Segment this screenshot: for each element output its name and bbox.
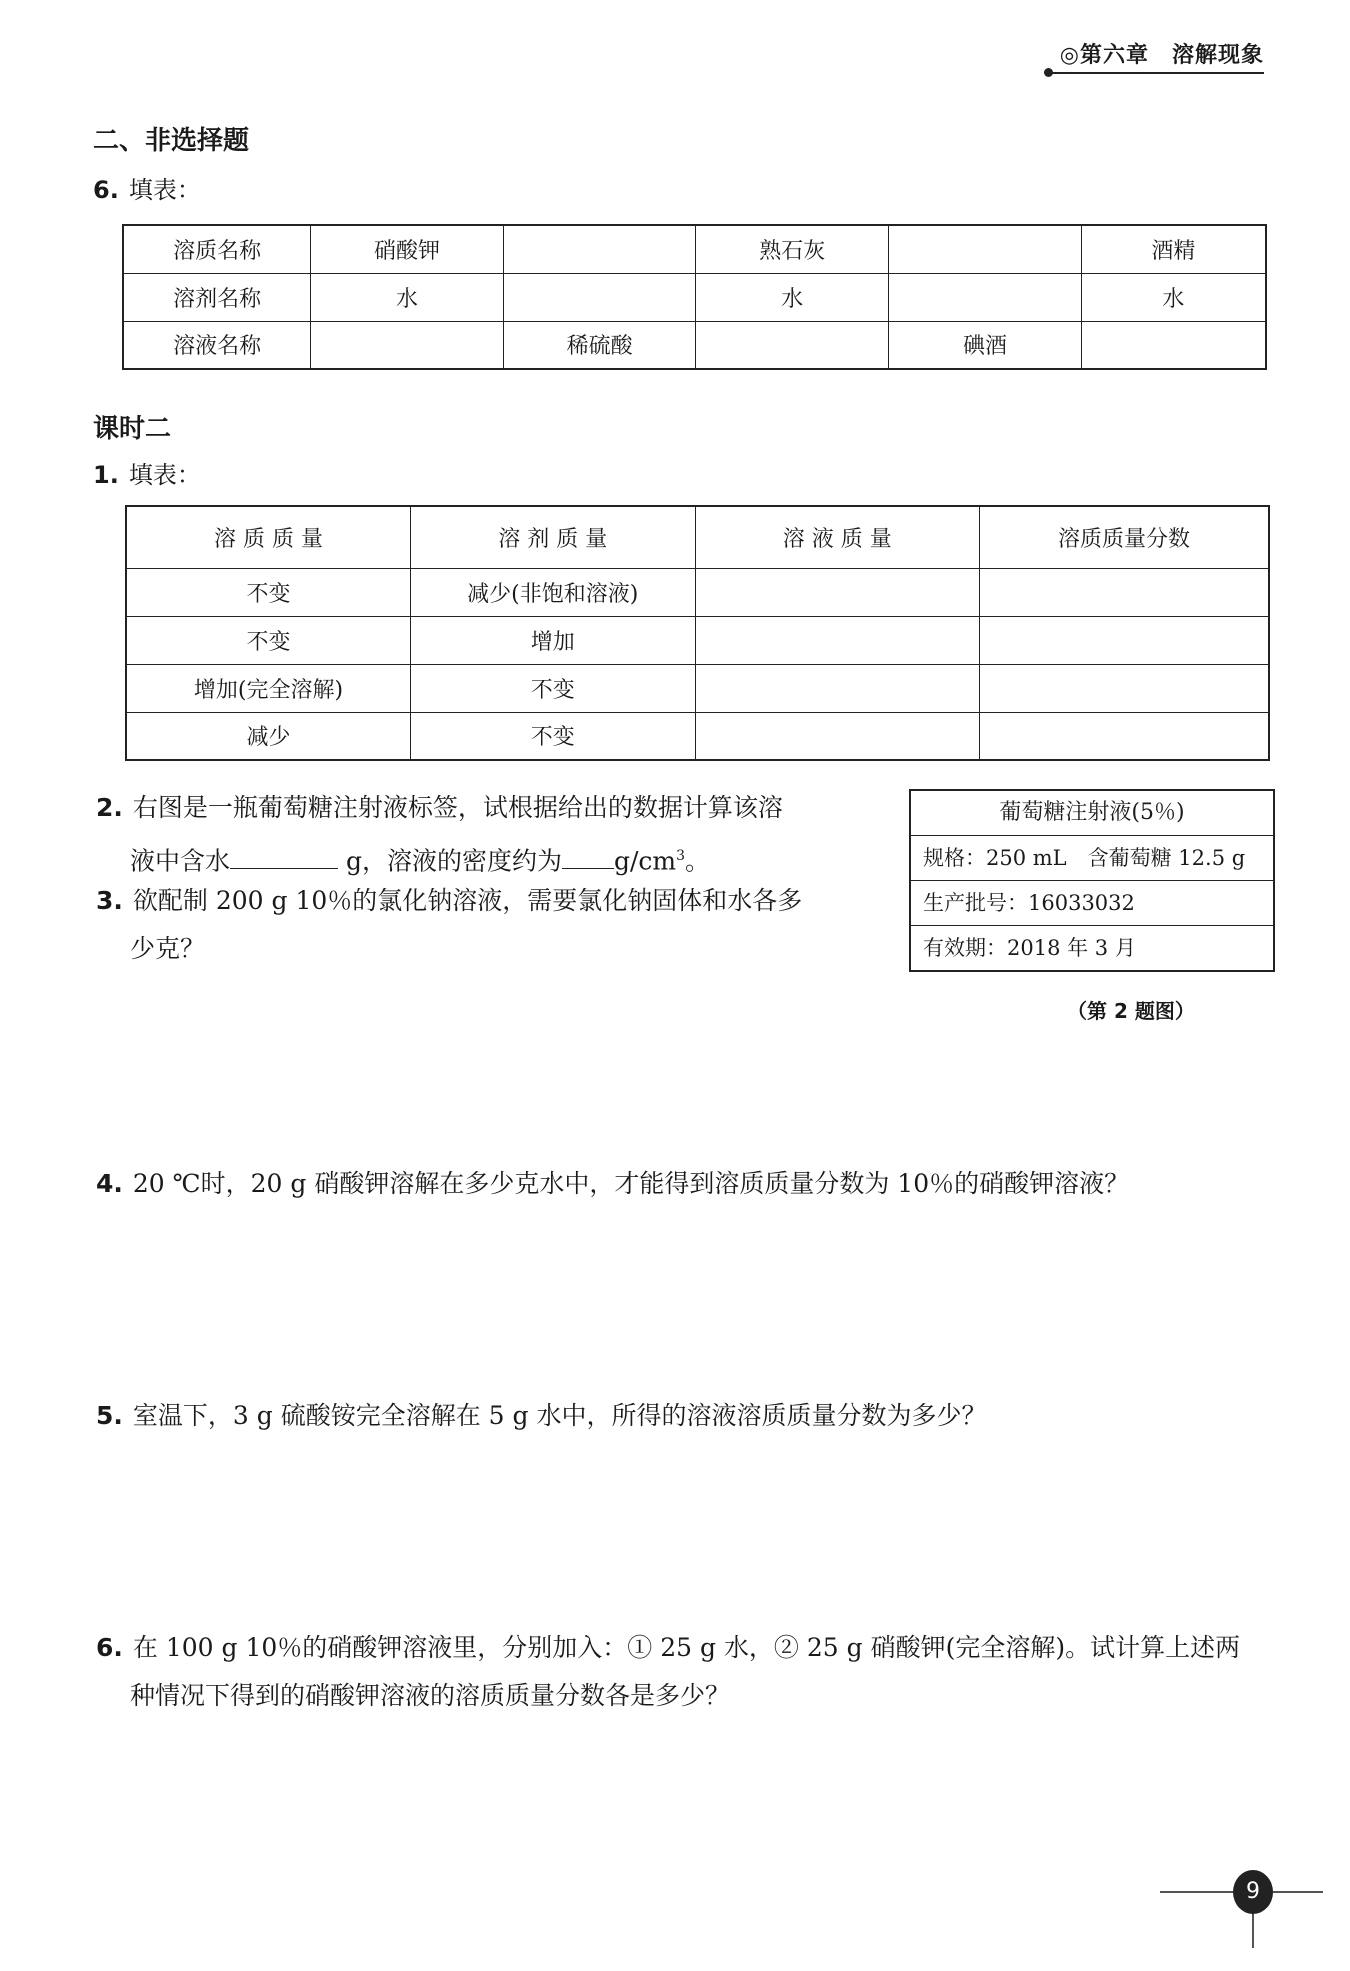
label-spec: 规格：250 mL 含葡萄糖 12.5 g xyxy=(911,836,1273,881)
table-row xyxy=(126,568,1269,616)
table-row xyxy=(126,664,1269,712)
question-number: 6. xyxy=(96,1633,123,1662)
table-cell[interactable] xyxy=(889,225,1082,273)
question-text: g，溶液的密度约为 xyxy=(345,846,562,876)
label-batch: 生产批号：16033032 xyxy=(911,881,1273,926)
chapter-header: ◎第六章 溶解现象 xyxy=(1059,43,1264,68)
table-row xyxy=(126,712,1269,760)
solute-solvent-table xyxy=(122,224,1267,370)
mass-change-table xyxy=(125,505,1270,761)
question-number: 4. xyxy=(96,1169,123,1198)
column-header: 溶 液 质 量 xyxy=(695,506,979,568)
question-4 xyxy=(96,1160,1276,1208)
question-text: 填表： xyxy=(128,461,201,489)
table-cell: 不变 xyxy=(126,616,411,664)
question-6 xyxy=(96,1624,1296,1720)
table-cell: 增加 xyxy=(411,616,696,664)
unit-superscript: 3 xyxy=(676,848,686,864)
question-1-fill-label xyxy=(93,455,201,490)
question-3 xyxy=(96,877,876,973)
table-cell: 硝酸钾 xyxy=(311,225,504,273)
table-cell[interactable] xyxy=(889,273,1082,321)
question-text: 填表： xyxy=(128,176,201,204)
table-cell: 减少 xyxy=(126,712,411,760)
table-row xyxy=(123,225,1266,273)
answer-blank-density[interactable] xyxy=(562,868,614,869)
table-cell: 减少(非饱和溶液) xyxy=(411,568,696,616)
table-cell[interactable] xyxy=(979,568,1269,616)
table-row xyxy=(126,616,1269,664)
column-header: 溶质质量分数 xyxy=(979,506,1269,568)
question-text: 欲配制 200 g 10％的氯化钠溶液，需要氯化钠固体和水各多 xyxy=(132,886,803,915)
question-text: 种情况下得到的硝酸钾溶液的溶质质量分数各是多少？ xyxy=(130,1681,731,1710)
unit-text: g/cm xyxy=(613,846,677,876)
question-5 xyxy=(96,1392,1276,1440)
column-header: 溶 质 质 量 xyxy=(126,506,411,568)
table-cell[interactable] xyxy=(311,321,504,369)
question-number: 1. xyxy=(93,461,119,489)
table-cell[interactable] xyxy=(695,664,979,712)
table-cell[interactable] xyxy=(979,664,1269,712)
page-number-rule-right xyxy=(1273,1891,1323,1893)
label-title: 葡萄糖注射液(5％) xyxy=(911,791,1273,836)
table-cell: 酒精 xyxy=(1081,225,1266,273)
question-text: 室温下，3 g 硫酸铵完全溶解在 5 g 水中，所得的溶液溶质质量分数为多少？ xyxy=(132,1401,987,1430)
column-header: 溶 剂 质 量 xyxy=(411,506,696,568)
table-cell: 水 xyxy=(311,273,504,321)
lesson-title: 课时二 xyxy=(93,414,172,444)
page-number: 9 xyxy=(1233,1870,1273,1914)
question-text: 20 ℃时，20 g 硝酸钾溶解在多少克水中，才能得到溶质质量分数为 10％的硝酸钾溶液？ xyxy=(132,1169,1130,1198)
question-6-fill-label xyxy=(93,170,201,205)
table-cell[interactable] xyxy=(695,712,979,760)
table-cell[interactable] xyxy=(1081,321,1266,369)
answer-blank-water[interactable] xyxy=(230,868,338,869)
table-cell[interactable] xyxy=(503,225,696,273)
table-cell: 不变 xyxy=(126,568,411,616)
figure-caption: （第 2 题图） xyxy=(1067,999,1195,1023)
question-text: 液中含水 xyxy=(130,846,231,876)
question-2 xyxy=(96,784,876,885)
page-number-rule-left xyxy=(1160,1891,1233,1893)
table-cell[interactable] xyxy=(695,616,979,664)
table-cell: 溶剂名称 xyxy=(123,273,311,321)
question-text: 在 100 g 10％的硝酸钾溶液里，分别加入：① 25 g 水，② 25 g 硝酸钾(完全溶解)。试计算上述两 xyxy=(132,1633,1241,1662)
table-cell[interactable] xyxy=(979,616,1269,664)
table-cell: 水 xyxy=(696,273,889,321)
table-header-row xyxy=(126,506,1269,568)
question-number: 3. xyxy=(96,886,123,915)
table-cell: 溶质名称 xyxy=(123,225,311,273)
table-row xyxy=(123,321,1266,369)
question-text: 右图是一瓶葡萄糖注射液标签，试根据给出的数据计算该溶 xyxy=(132,793,783,822)
table-cell: 稀硫酸 xyxy=(503,321,696,369)
table-cell: 水 xyxy=(1081,273,1266,321)
question-number: 6. xyxy=(93,176,119,204)
table-cell: 溶液名称 xyxy=(123,321,311,369)
table-cell[interactable] xyxy=(979,712,1269,760)
table-cell: 增加(完全溶解) xyxy=(126,664,411,712)
glucose-label-figure xyxy=(909,789,1275,972)
page-number-rule-vertical xyxy=(1252,1912,1254,1948)
table-row xyxy=(123,273,1266,321)
table-cell[interactable] xyxy=(696,321,889,369)
table-cell: 不变 xyxy=(411,712,696,760)
table-cell[interactable] xyxy=(695,568,979,616)
label-expiry: 有效期：2018 年 3 月 xyxy=(923,936,1136,960)
question-number: 5. xyxy=(96,1401,123,1430)
header-rule xyxy=(1048,72,1264,74)
question-text: 。 xyxy=(685,846,711,876)
section-title: 二、非选择题 xyxy=(93,126,250,156)
table-cell: 不变 xyxy=(411,664,696,712)
table-cell: 熟石灰 xyxy=(696,225,889,273)
question-number: 2. xyxy=(96,793,123,822)
table-cell[interactable] xyxy=(503,273,696,321)
question-text: 少克？ xyxy=(130,934,206,963)
table-cell: 碘酒 xyxy=(889,321,1082,369)
